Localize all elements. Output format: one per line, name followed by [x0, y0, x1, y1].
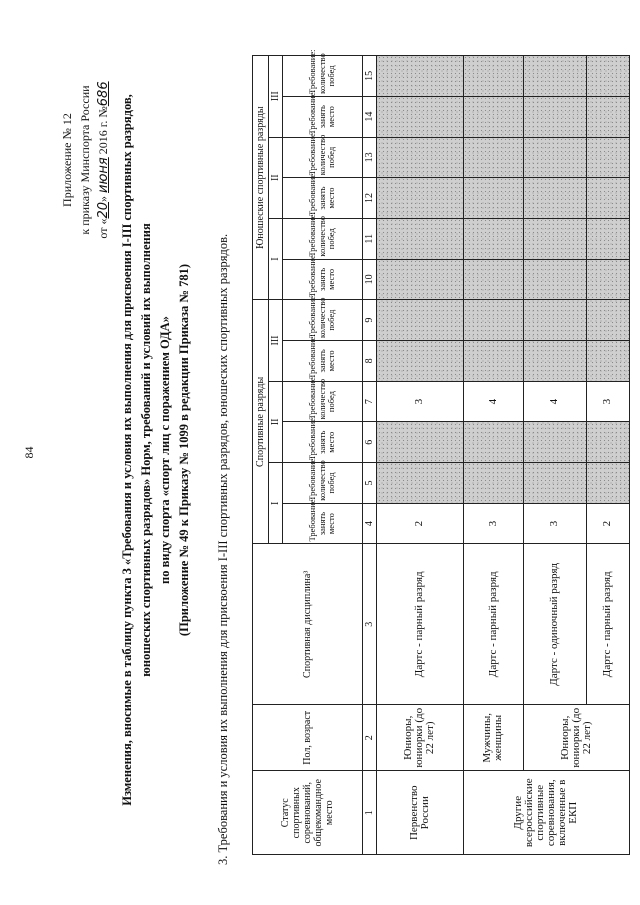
heading-line-4: (Приложение № 49 к Приказу № 1099 в редакции Приказа № 781) [177, 263, 191, 637]
cell-empty [586, 56, 629, 97]
row-discipline: Дартс - парный разряд [586, 544, 629, 705]
col-number: 14 [363, 96, 377, 137]
heading-line-3: по виду спорта «спорт лиц с поражением ОДА» [158, 316, 172, 584]
cell-empty [463, 218, 523, 259]
col-number: 7 [363, 381, 377, 422]
header-status: Статус спортивных соревнований, общекомандное место [253, 771, 363, 855]
col-number: 1 [363, 771, 377, 855]
table-row [463, 56, 523, 855]
date-mid: » [96, 195, 110, 202]
cell-place-1: 2 [586, 503, 629, 544]
cell-empty [586, 300, 629, 341]
date-month: июня [96, 157, 111, 193]
heading-line-2: юношеских спортивных разрядов» Норм, требований и условий их выполнения [139, 223, 153, 677]
cell-empty [523, 56, 586, 97]
row-discipline: Дартс - парный разряд [463, 544, 523, 705]
col-number: 11 [363, 218, 377, 259]
cell-empty [463, 56, 523, 97]
cell-empty [463, 300, 523, 341]
col-number: 3 [363, 544, 377, 705]
cell-empty [377, 259, 464, 300]
req-wins: Требование: количество побед [283, 463, 363, 504]
cell-empty [586, 218, 629, 259]
row-gender-age: Юниоры, юниорки (до 22 лет) [377, 705, 464, 771]
row-discipline: Дартс - парный разряд [377, 544, 464, 705]
req-wins: Требование: количество побед [283, 56, 363, 97]
cell-empty [377, 463, 464, 504]
appendix-line-2: к приказу Минспорта России [78, 85, 92, 235]
cell-empty [463, 96, 523, 137]
req-place: Требование: занять место [283, 341, 363, 382]
cell-wins-2: 4 [463, 381, 523, 422]
page-number: 84 [22, 446, 36, 459]
cell-empty [463, 341, 523, 382]
cell-wins-2: 4 [523, 381, 586, 422]
cell-empty [463, 137, 523, 178]
appendix-date-line [94, 35, 113, 285]
cell-empty [523, 463, 586, 504]
req-place: Требование: занять место [283, 178, 363, 219]
appendix-line-1: Приложение № 12 [60, 113, 74, 207]
date-day: 20 [96, 201, 111, 219]
row-status: Первенство России [377, 771, 464, 855]
cell-empty [377, 178, 464, 219]
order-number: 686 [96, 81, 111, 107]
cell-empty [523, 422, 586, 463]
cell-place-1: 3 [523, 503, 586, 544]
cell-empty [377, 137, 464, 178]
date-prefix: от « [96, 218, 110, 239]
cell-empty [463, 422, 523, 463]
req-place: Требование: занять место [283, 96, 363, 137]
cell-empty [523, 178, 586, 219]
cell-empty [523, 259, 586, 300]
sport-rank-1: I [269, 463, 283, 544]
col-number: 10 [363, 259, 377, 300]
youth-rank-3: III [269, 56, 283, 138]
cell-empty [586, 96, 629, 137]
cell-empty [586, 341, 629, 382]
col-number: 6 [363, 422, 377, 463]
sport-rank-3: III [269, 300, 283, 381]
col-number: 13 [363, 137, 377, 178]
req-wins: Требование: количество побед [283, 300, 363, 341]
cell-empty [586, 422, 629, 463]
cell-empty [377, 300, 464, 341]
cell-empty [523, 96, 586, 137]
cell-empty [586, 178, 629, 219]
cell-empty [523, 137, 586, 178]
cell-empty [586, 259, 629, 300]
requirements-table [252, 49, 630, 855]
col-number: 12 [363, 178, 377, 219]
row-discipline: Дартс - одиночный разряд [523, 544, 586, 705]
appendix-note [58, 35, 113, 285]
req-wins: Требование: количество побед [283, 137, 363, 178]
cell-place-1: 3 [463, 503, 523, 544]
sport-rank-2: II [269, 381, 283, 462]
req-wins: Требование: количество побед [283, 218, 363, 259]
youth-rank-2: II [269, 137, 283, 218]
table-row [377, 56, 464, 855]
section-title: 3. Требования и условия их выполнения для присвоения I-III спортивных разрядов, юношеских спортивных разрядов. [216, 233, 230, 865]
cell-empty [377, 96, 464, 137]
cell-empty [377, 422, 464, 463]
cell-empty [463, 259, 523, 300]
table-row [523, 56, 586, 855]
row-status: Другие всероссийские спортивные соревнования, включенные в ЕКП [463, 771, 629, 855]
document-heading [118, 35, 194, 865]
cell-empty [586, 463, 629, 504]
req-place: Требование: занять место [283, 259, 363, 300]
youth-rank-1: I [269, 218, 283, 299]
heading-line-1: Изменения, вносимые в таблицу пункта 3 «Требования и условия их выполнения для присвоения I-III спортивных разрядов, [120, 94, 134, 806]
header-discipline: Спортивная дисциплина³ [253, 544, 363, 705]
col-number: 5 [363, 463, 377, 504]
row-gender-age: Юниоры, юниорки (до 22 лет) [523, 705, 629, 771]
req-place: Требование: занять место [283, 422, 363, 463]
cell-empty [463, 463, 523, 504]
header-sport-ranks: Спортивные разряды [253, 300, 269, 544]
date-year: 2016 г. № [96, 106, 110, 155]
col-number: 8 [363, 341, 377, 382]
cell-wins-2: 3 [586, 381, 629, 422]
cell-wins-2: 3 [377, 381, 464, 422]
col-number: 4 [363, 503, 377, 544]
cell-empty [523, 218, 586, 259]
cell-empty [586, 137, 629, 178]
cell-empty [523, 341, 586, 382]
cell-empty [523, 300, 586, 341]
col-number: 15 [363, 56, 377, 97]
req-place: Требование: занять место [283, 503, 363, 544]
col-number: 9 [363, 300, 377, 341]
cell-empty [463, 178, 523, 219]
header-gender-age: Пол, возраст [253, 705, 363, 771]
header-youth-ranks: Юношеские спортивные разряды [253, 56, 269, 300]
req-wins: Требование: количество побед [283, 381, 363, 422]
col-number: 2 [363, 705, 377, 771]
cell-empty [377, 56, 464, 97]
cell-empty [377, 341, 464, 382]
cell-place-1: 2 [377, 503, 464, 544]
row-gender-age: Мужчины, женщины [463, 705, 523, 771]
cell-empty [377, 218, 464, 259]
